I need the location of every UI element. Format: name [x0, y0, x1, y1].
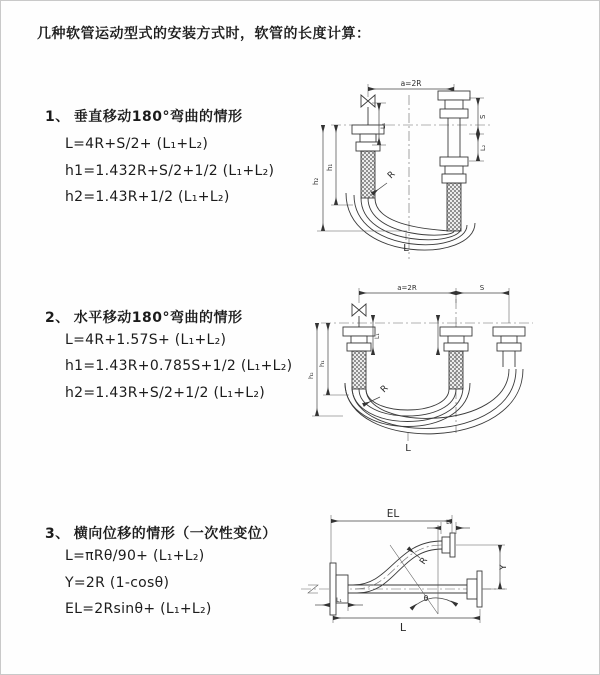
hose-u-curves-displaced	[345, 369, 523, 434]
diagram-lateral-displacement	[295, 501, 599, 651]
formula-1-1: L=4R+S/2+ (L₁+L₂)	[65, 136, 209, 152]
dim-label-h2: h₂	[312, 177, 320, 185]
dim-label-a2r: a=2R	[397, 284, 417, 292]
dim-label-y: Y	[499, 564, 509, 570]
upper-right-flange	[442, 533, 455, 557]
middle-pipe-fitting	[440, 327, 472, 389]
page-title: 几种软管运动型式的安装方式时，软管的长度计算：	[37, 26, 371, 42]
dim-label-l1: L₁	[374, 333, 381, 339]
section-3-number: 3、	[45, 526, 70, 542]
dim-label-s: S	[479, 114, 487, 119]
formula-3-3: EL=2Rsinθ+ (L₁+L₂)	[65, 601, 212, 617]
dim-label-a2r: a=2R	[400, 79, 422, 88]
dim-label-l1-top: L₁	[446, 519, 452, 526]
length-dimension	[333, 609, 480, 634]
radius-label: R	[386, 169, 398, 182]
dim-label-s: S	[479, 284, 485, 292]
formula-3-1: L=πRθ/90+ (L₁+L₂)	[65, 548, 205, 564]
length-label: L	[403, 243, 409, 254]
dim-label-h1: h₁	[318, 360, 326, 367]
dim-label-l1-left: L₁	[336, 597, 342, 604]
radius-label: R	[418, 555, 431, 567]
section-3-heading	[45, 523, 277, 543]
angle-callout	[411, 594, 457, 609]
dim-label-el: EL	[386, 508, 400, 520]
right-pipe-fitting	[438, 91, 470, 231]
section-2-heading	[45, 307, 242, 327]
formula-3-2: Y=2R (1-cosθ)	[65, 575, 170, 591]
formula-2-3: h2=1.43R+S/2+1/2 (L₁+L₂)	[65, 385, 266, 401]
centerlines	[331, 95, 491, 259]
formula-2-1: L=4R+1.57S+ (L₁+L₂)	[65, 332, 227, 348]
radius-label: R	[379, 383, 391, 396]
angle-label: θ	[423, 594, 429, 603]
radius-callout	[372, 170, 398, 194]
lower-fitting-length-dimension	[315, 597, 363, 611]
top-dimensions	[359, 284, 509, 323]
length-label: L	[405, 443, 411, 454]
height-dimensions	[307, 323, 349, 416]
left-flange	[330, 563, 348, 615]
length-label: L	[399, 621, 407, 634]
lower-right-flange	[467, 571, 482, 607]
section-1-title: 垂直移动180°弯曲的情形	[73, 109, 243, 125]
dim-label-l1: L₁	[379, 122, 387, 129]
formula-1-3: h2=1.43R+1/2 (L₁+L₂)	[65, 189, 230, 205]
radius-construction	[390, 525, 438, 614]
dim-label-l2: L₂	[479, 144, 487, 151]
stroke-dimensions-right	[469, 98, 487, 161]
diagram-vertical-180-bend	[301, 73, 599, 265]
dim-label-h1: h₁	[326, 163, 334, 171]
section-2-number: 2、	[45, 310, 70, 326]
section-1-number: 1、	[45, 109, 70, 125]
diagram-horizontal-180-bend	[301, 283, 599, 457]
right-pipe-fitting	[493, 327, 525, 367]
hose-length-callout	[405, 433, 411, 454]
formula-1-2: h1=1.432R+S/2+1/2 (L₁+L₂)	[65, 163, 275, 179]
hose-length-callout	[403, 233, 409, 254]
section-1-heading	[45, 106, 242, 126]
valve-icon	[352, 304, 366, 327]
section-2-title: 水平移动180°弯曲的情形	[73, 310, 243, 326]
el-dimension	[331, 508, 452, 563]
section-3-title: 横向位移的情形（一次性变位）	[73, 526, 277, 542]
dim-label-h2: h₂	[307, 372, 315, 379]
formula-2-2: h1=1.43R+0.785S+1/2 (L₁+L₂)	[65, 358, 293, 374]
fitting-length-dimensions	[373, 315, 438, 355]
valve-icon	[361, 95, 375, 125]
left-pipe-fitting	[343, 327, 375, 389]
y-dimension	[456, 545, 509, 589]
